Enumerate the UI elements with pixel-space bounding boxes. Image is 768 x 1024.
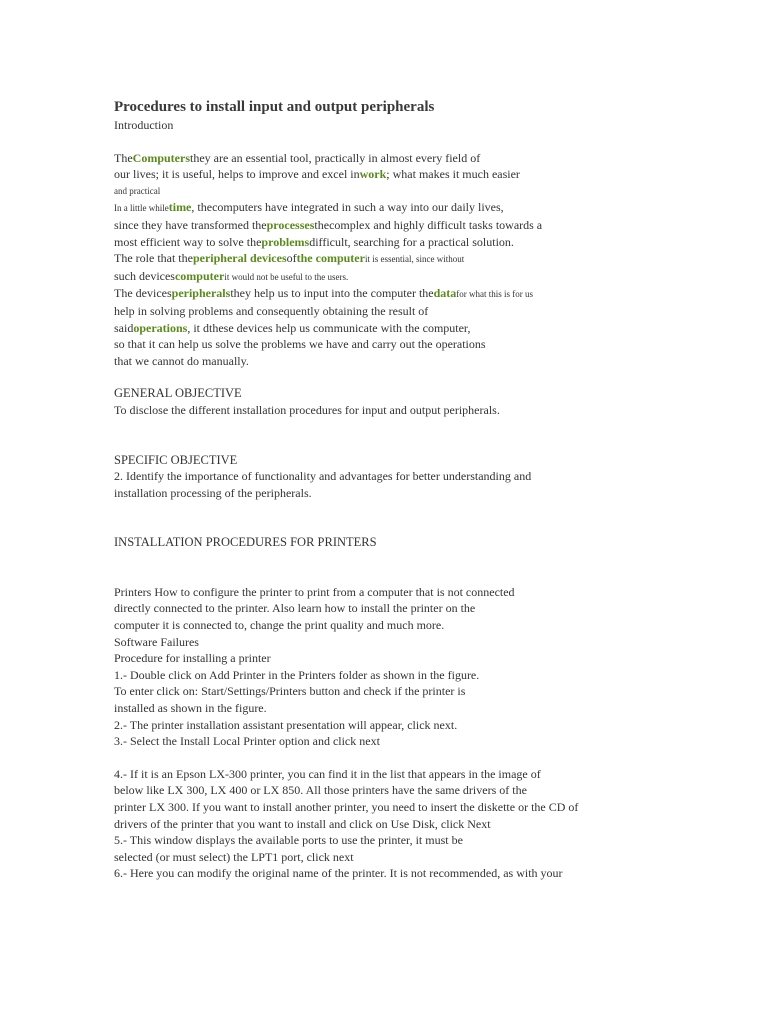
keyword: peripheral devices xyxy=(192,251,287,266)
text: , it dthese devices help us communicate with the computer, xyxy=(187,320,471,335)
text: In a little while xyxy=(114,203,169,214)
intro-line xyxy=(114,285,754,303)
printers-line: 2.- The printer installation assistant presentation will appear, click next. xyxy=(114,717,458,732)
text: ; what makes it much easier xyxy=(386,167,520,182)
text: it would not be useful to the users. xyxy=(224,271,349,282)
keyword: computer xyxy=(174,268,225,283)
text: it is essential, since without xyxy=(364,254,465,265)
intro-line: so that it can help us solve the problems we have and carry out the operations xyxy=(114,337,486,352)
specific-objective-heading: SPECIFIC OBJECTIVE xyxy=(114,452,238,467)
text: of xyxy=(286,251,297,266)
steps-line: below like LX 300, LX 400 or LX 850. All those printers have the same drivers of the xyxy=(114,783,527,798)
text: for what this is for us xyxy=(456,289,534,300)
intro-line: help in solving problems and consequently obtaining the result of xyxy=(114,303,429,318)
intro-line xyxy=(114,320,754,337)
printers-line: Printers How to configure the printer to print from a computer that is not connected xyxy=(114,584,515,599)
general-objective-heading: GENERAL OBJECTIVE xyxy=(114,386,242,401)
keyword: problems xyxy=(261,234,310,249)
text: most efficient way to solve the xyxy=(114,234,262,249)
intro-line: that we cannot do manually. xyxy=(114,353,249,368)
keyword: data xyxy=(433,286,457,301)
document-title: Procedures to install input and output peripherals xyxy=(114,99,435,115)
text: they are an essential tool, practically in almost every field of xyxy=(189,150,481,165)
steps-line: 6.- Here you can modify the original name of the printer. It is not recommended, as with your xyxy=(114,866,563,881)
steps-line: 5.- This window displays the available ports to use the printer, it must be xyxy=(114,833,463,848)
printers-section xyxy=(114,584,754,750)
intro-line xyxy=(114,268,754,286)
general-objective-section xyxy=(114,385,754,418)
intro-paragraph xyxy=(114,150,754,370)
steps-line: printer LX 300. If you want to install another printer, you need to insert the diskette or the CD of xyxy=(114,800,579,814)
subtitle: Introduction xyxy=(114,118,174,132)
installation-heading: INSTALLATION PROCEDURES FOR PRINTERS xyxy=(114,535,377,550)
intro-line xyxy=(114,166,754,183)
steps-section xyxy=(114,766,754,882)
document-content xyxy=(114,98,754,882)
intro-line xyxy=(114,250,754,268)
intro-line xyxy=(114,234,754,251)
keyword: work xyxy=(359,167,387,182)
printers-line: To enter click on: Start/Settings/Printers button and check if the printer is xyxy=(114,684,466,699)
printers-line: 3.- Select the Install Local Printer option and click next xyxy=(114,734,380,749)
text: our lives; it is useful, helps to improve and excel in xyxy=(114,167,360,182)
specific-objective-text: 2. Identify the importance of functionality and advantages for better understanding and xyxy=(114,469,532,484)
text: complex and highly difficult tasks towards a xyxy=(329,217,543,232)
printers-line: Software Failures xyxy=(114,634,199,649)
text: the xyxy=(314,217,330,232)
text: since they have transformed the xyxy=(114,217,267,232)
steps-line: drivers of the printer that you want to install and click on Use Disk, click Next xyxy=(114,816,491,831)
printers-line: computer it is connected to, change the print quality and much more. xyxy=(114,618,445,633)
text: computers have integrated in such a way into our daily lives, xyxy=(212,200,504,215)
intro-line: and practical xyxy=(114,185,161,196)
keyword: time xyxy=(168,200,192,215)
printers-line: directly connected to the printer. Also learn how to install the printer on the xyxy=(114,601,476,616)
text: they help us to input into the computer the xyxy=(230,286,434,301)
text: The role that the xyxy=(114,251,193,266)
steps-line: 4.- If it is an Epson LX-300 printer, you can find it in the list that appears in the image of xyxy=(114,766,541,781)
keyword: the computer xyxy=(296,251,365,266)
text: The xyxy=(114,150,133,165)
printers-line: Procedure for installing a printer xyxy=(114,651,271,666)
text: The devices xyxy=(114,286,172,301)
text: , the xyxy=(191,200,213,215)
printers-line: 1.- Double click on Add Printer in the Printers folder as shown in the figure. xyxy=(114,667,480,682)
general-objective-text: To disclose the different installation procedures for input and output peripherals. xyxy=(114,402,500,417)
specific-objective-text: installation processing of the peripherals. xyxy=(114,485,312,500)
keyword: peripherals xyxy=(171,286,231,301)
printers-line: installed as shown in the figure. xyxy=(114,701,267,716)
intro-line xyxy=(114,217,754,234)
intro-line xyxy=(114,150,754,167)
intro-line xyxy=(114,199,754,217)
text: such devices xyxy=(114,268,175,283)
text: said xyxy=(114,320,134,335)
keyword: Computers xyxy=(132,150,190,165)
steps-line: selected (or must select) the LPT1 port, click next xyxy=(114,849,354,864)
keyword: processes xyxy=(266,217,315,232)
specific-objective-section xyxy=(114,452,754,502)
keyword: operations xyxy=(133,320,188,335)
text: difficult, searching for a practical solution. xyxy=(309,234,514,249)
